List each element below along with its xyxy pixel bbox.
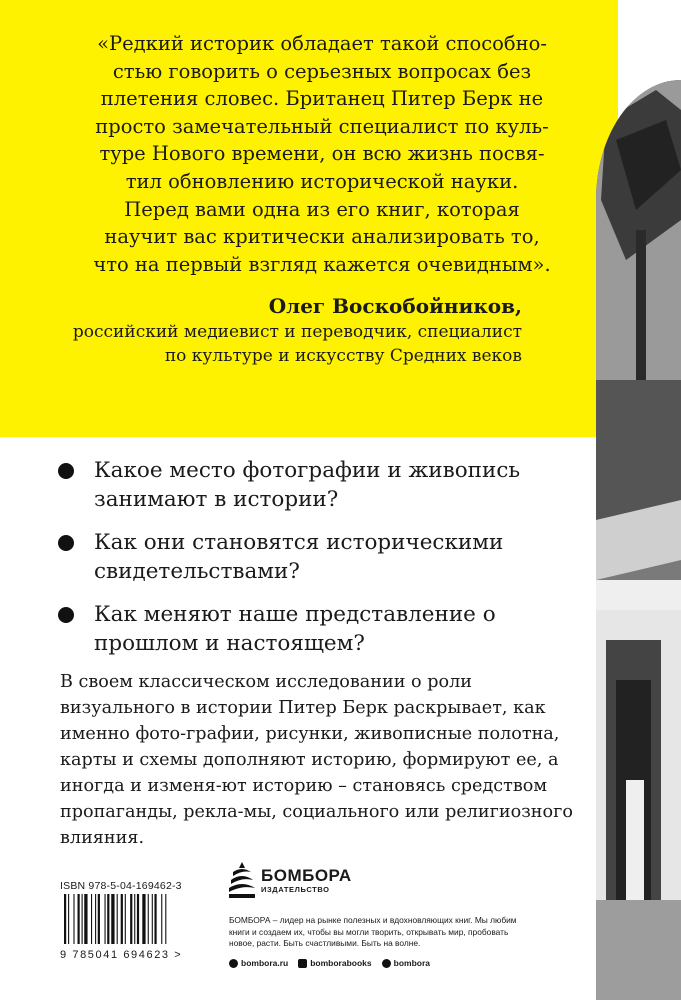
author-role: по культуре и искусству Средних веков [164,346,522,366]
isbn-label: ISBN 978-5-04-169462-3 [60,880,182,892]
list-item: Какое место фотографии и живопись занимают в истории? [58,456,598,514]
barcode-icon [60,894,200,944]
book-description: В своем классическом исследовании о роли визуального в истории Питер Берк раскрывает, как именно фото-графии, рисунки, живописные полотна, карты и схемы дополняют историю, формируют ее, а иногда и изменя-ют историю – становясь средством пропаганды, рекла-мы, социального или религиозного влияния. [60,672,573,848]
barcode-block [60,880,200,961]
quote-line: стью говорить о серьезных вопросах без [112,59,532,83]
quote-line: туре Нового времени, он всю жизнь посвя- [99,142,545,166]
key-questions [58,456,598,672]
bullet-icon [58,463,74,479]
author-name: Олег Воскобойников, [268,294,522,318]
vk-icon [298,959,307,968]
youtube-telegram-icon [382,959,391,968]
list-item: Как они становятся историческими свидетельствами? [58,528,598,586]
bombora-site-icon [229,959,238,968]
bullet-icon [58,535,74,551]
publisher-blurb: БОМБОРА – лидер на рынке полезных и вдохновляющих книг. Мы любим книги и создаем их, чтобы вы могли творить, открывать мир, пробовать новое, расти. Быть счастливыми. Быть на волне. [229,915,517,948]
publisher-logo [229,862,352,898]
quote-line: «Редкий историк обладает такой способно- [97,32,547,55]
quote-line: тил обновлению исторической науки. [125,169,519,193]
barcode-digits: 9 785041 694623 > [60,949,183,961]
social-link[interactable]: bomborabooks [298,958,371,968]
social-links [229,958,430,968]
publisher-brand: БОМБОРА [261,865,352,885]
quote-line: Перед вами одна из его книг, которая [124,197,520,221]
quote-line: что на первый взгляд кажется очевидным». [93,252,551,276]
list-item: Как меняют наше представление о прошлом и настоящем? [58,600,598,658]
quote-line: плетения словес. Британец Питер Берк не [100,87,544,111]
quote-line: научит вас критически анализировать то, [104,225,540,249]
bullet-icon [58,607,74,623]
bombora-wave-icon [229,862,255,898]
quote-attribution [60,292,522,368]
author-role: российский медиевист и переводчик, специалист [72,322,522,342]
quote-line: просто замечательный специалист по куль- [95,114,549,138]
archival-photo [596,80,681,1000]
social-link[interactable]: bombora [382,958,430,968]
review-quote [62,30,582,278]
publisher-sub: ИЗДАТЕЛЬСТВО [261,884,330,894]
social-link[interactable]: bombora.ru [229,958,288,968]
